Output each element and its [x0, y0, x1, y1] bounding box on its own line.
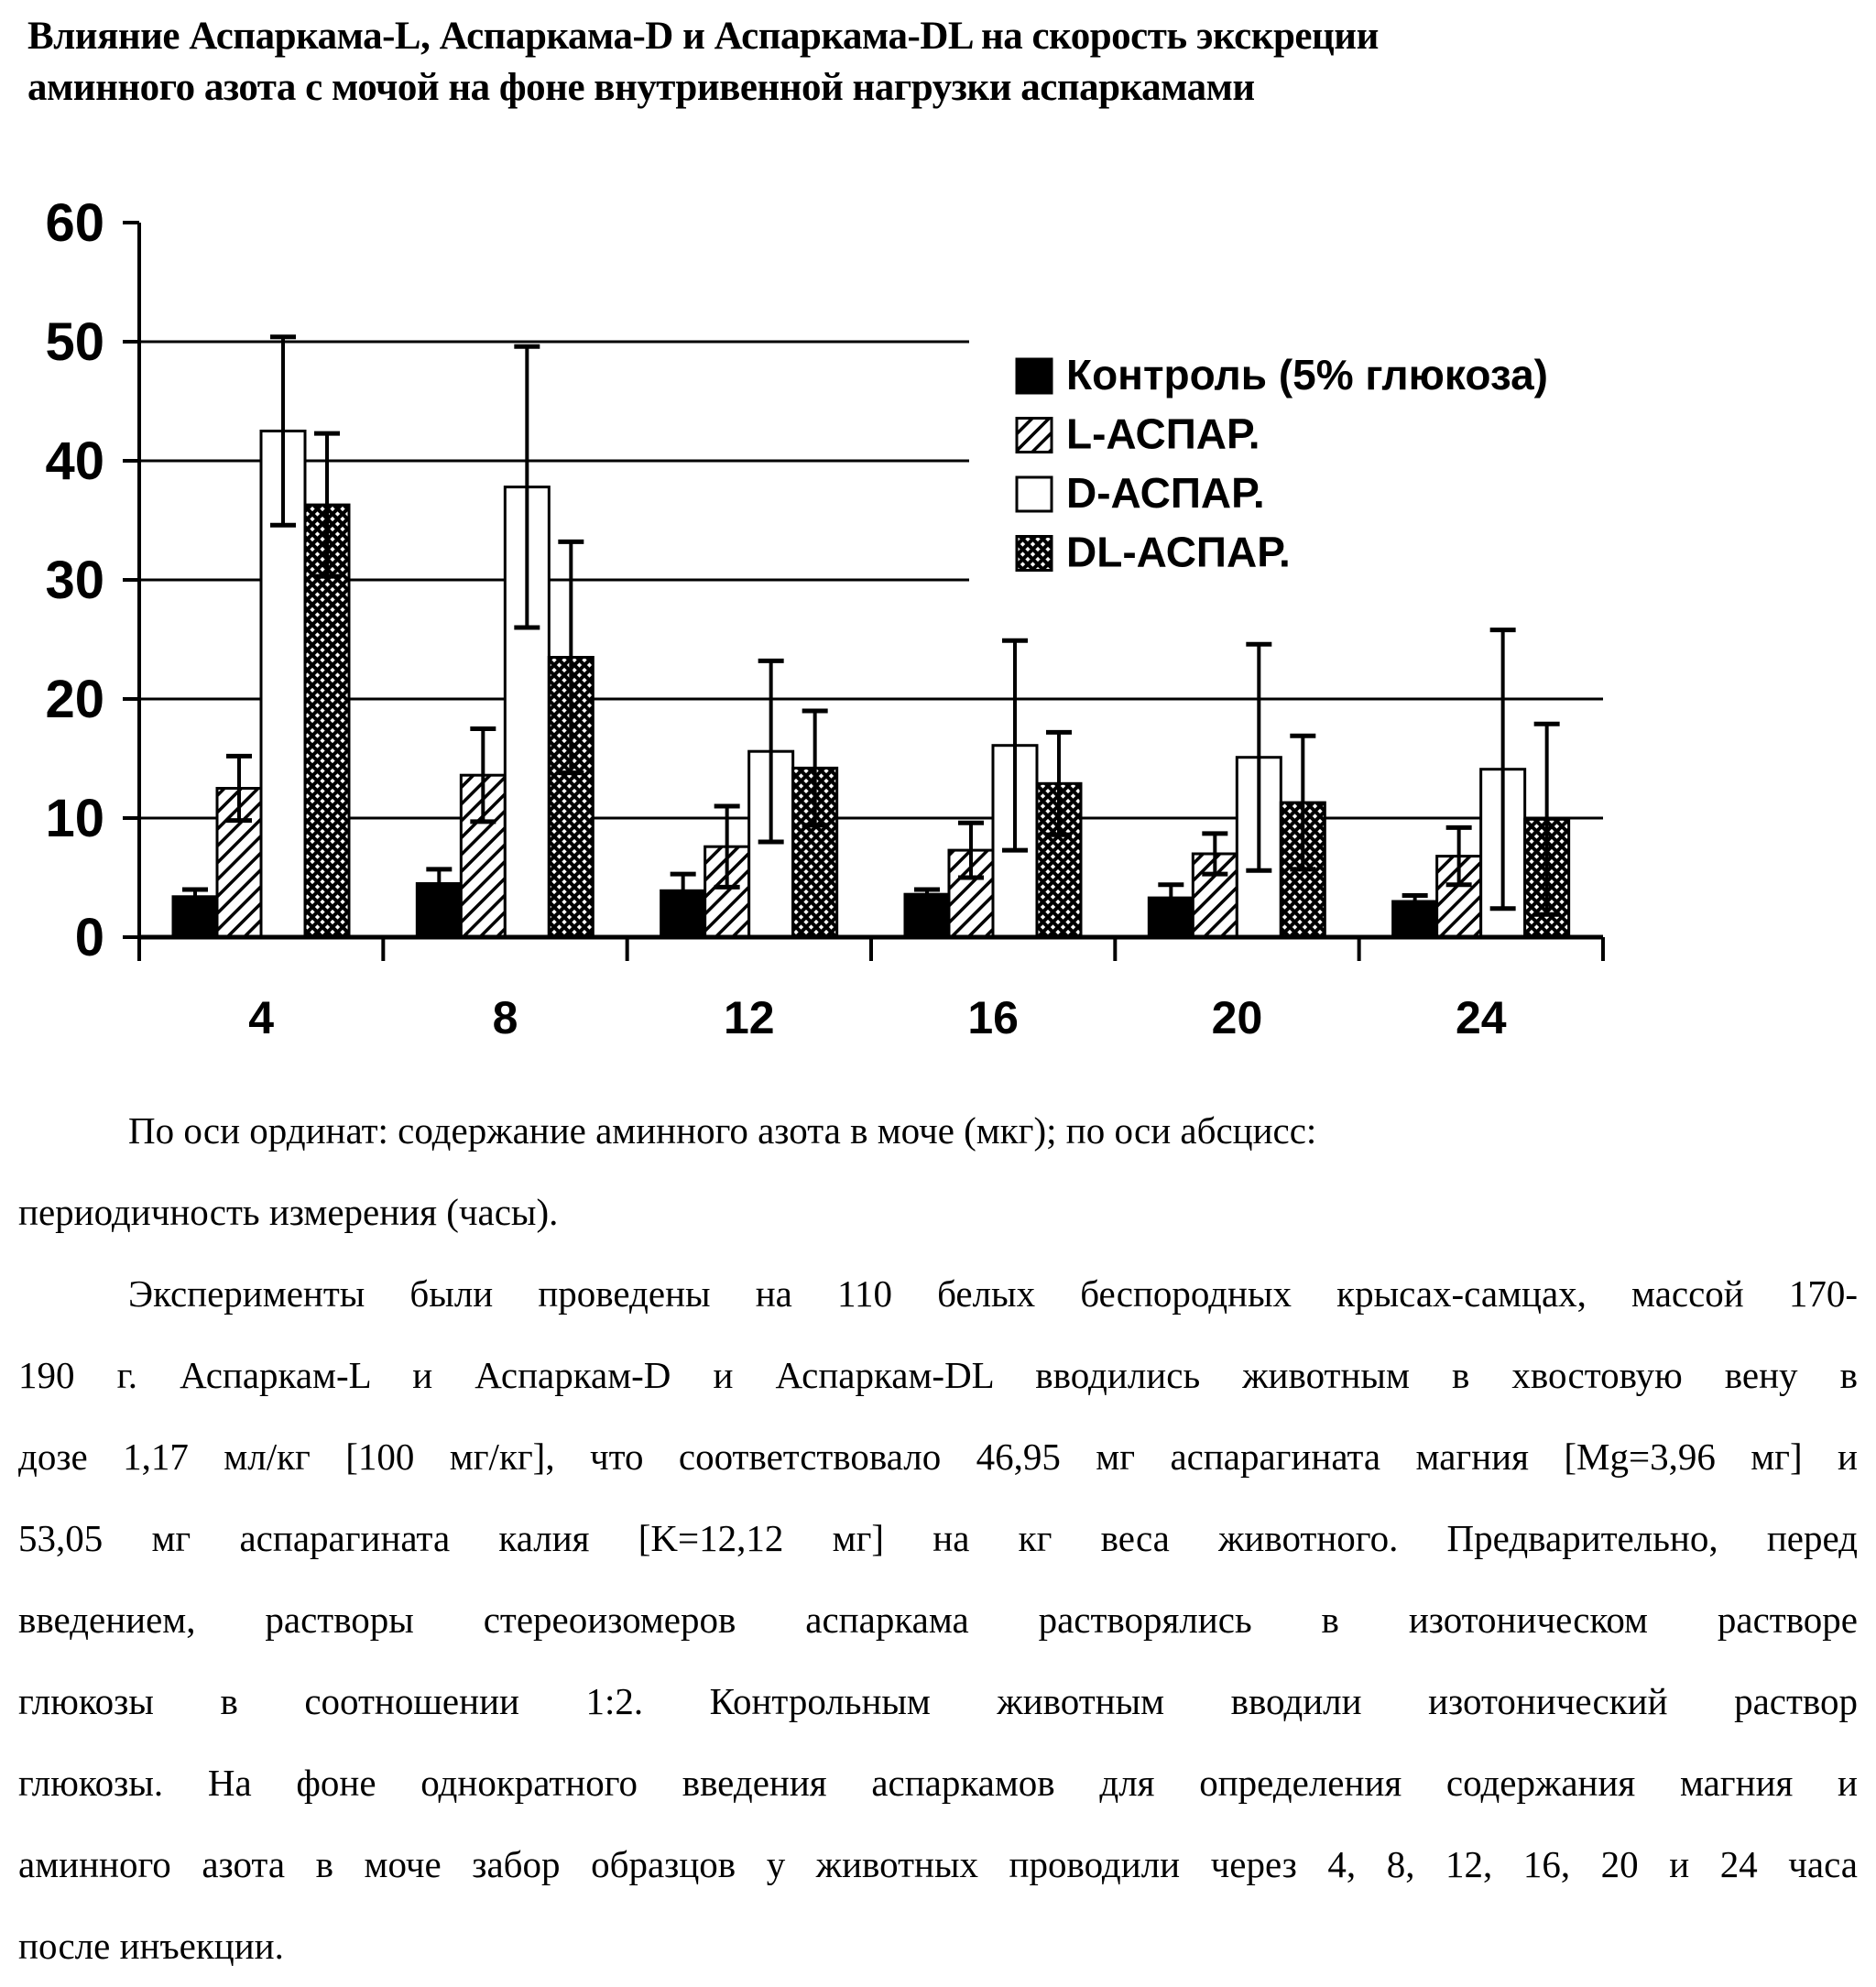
y-tick-label-40: 40: [45, 431, 104, 491]
text-line-7: введением, растворы стереоизомеров аспаркама растворялись в изотоническом растворе: [18, 1599, 1858, 1641]
text-line-1: По оси ординат: содержание аминного азота в моче (мкг); по оси абсцисс:: [128, 1109, 1317, 1152]
x-category-label-20: 20: [1211, 992, 1263, 1043]
y-tick-label-50: 50: [45, 312, 104, 372]
legend-swatch-2: [1017, 419, 1052, 453]
figure-title-line1: Влияние Аспаркама-L, Аспаркама-D и Аспаркама-DL на скорость экскреции: [27, 15, 1379, 58]
text-line-5: дозе 1,17 мл/кг [100 мг/кг], что соответствовало 46,95 мг аспарагината магния [Mg=3,96 мг] и: [18, 1436, 1858, 1478]
legend-label-3: D-АСПАР.: [1066, 469, 1265, 517]
text-line-6: 53,05 мг аспарагината калия [K=12,12 мг] на кг веса животного. Предварительно, перед: [18, 1517, 1858, 1559]
y-tick-label-10: 10: [45, 789, 104, 848]
x-category-label-12: 12: [724, 992, 775, 1043]
x-category-label-8: 8: [492, 992, 518, 1043]
legend-label-4: DL-АСПАР.: [1066, 528, 1291, 576]
y-tick-label-60: 60: [45, 193, 104, 253]
legend-swatch-1: [1017, 359, 1052, 393]
y-tick-label-0: 0: [74, 908, 104, 967]
text-line-9: глюкозы. На фоне однократного введения аспаркамов для определения содержания магния и: [18, 1762, 1858, 1804]
y-tick-label-20: 20: [45, 670, 104, 729]
text-line-11: после инъекции.: [18, 1925, 284, 1967]
figure-title-line2: аминного азота с мочой на фоне внутривенной нагрузки аспаркамами: [27, 66, 1255, 109]
x-category-label-16: 16: [967, 992, 1019, 1043]
text-line-10: аминного азота в моче забор образцов у животных проводили через 4, 8, 12, 16, 20 и 24 часа: [18, 1843, 1858, 1885]
text-line-2: периодичность измерения (часы).: [18, 1191, 559, 1233]
x-category-label-24: 24: [1456, 992, 1507, 1043]
text-line-4: 190 г. Аспаркам-L и Аспаркам-D и Аспаркам-DL вводились животным в хвостовую вену в: [18, 1354, 1858, 1396]
description-text: [18, 1090, 1858, 1987]
legend-label-2: L-АСПАР.: [1066, 409, 1260, 458]
text-line-8: глюкозы в соотношении 1:2. Контрольным животным вводили изотонический раствор: [18, 1680, 1858, 1722]
x-category-label-4: 4: [248, 992, 275, 1043]
legend-swatch-3: [1017, 477, 1052, 511]
legend-swatch-4: [1017, 537, 1052, 571]
text-line-3: Эксперименты были проведены на 110 белых беспородных крысах-самцах, массой 170-: [128, 1272, 1858, 1315]
legend-label-1: Контроль (5% глюкоза): [1066, 351, 1548, 398]
y-tick-label-30: 30: [45, 551, 104, 610]
